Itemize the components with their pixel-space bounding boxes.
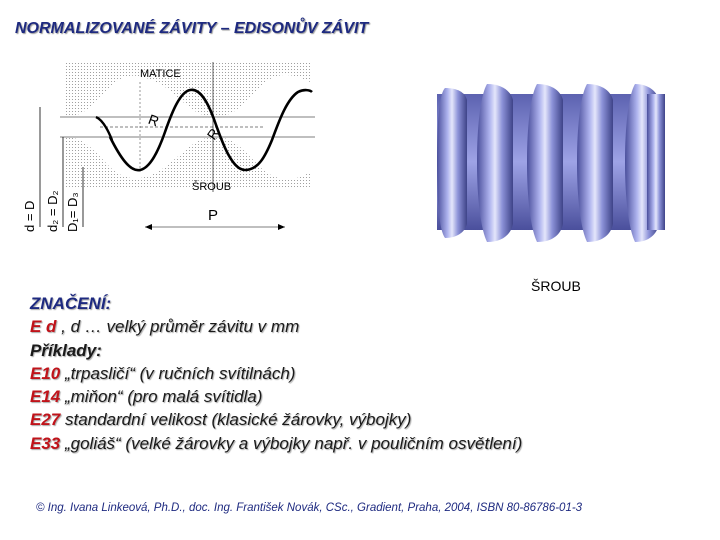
example-code: E33 xyxy=(30,433,61,453)
dim-d1-label: D₁= D₃ xyxy=(65,192,80,232)
screw-image xyxy=(437,80,665,244)
example-text: standardní velikost (klasické žárovky, výbojky) xyxy=(60,410,412,430)
notation-key: E d xyxy=(30,317,57,337)
example-text: „goliáš“ (velké žárovky a výbojky např. v pouličním osvětlení) xyxy=(60,433,523,453)
screw-caption: ŠROUB xyxy=(531,278,581,294)
example-item xyxy=(30,408,522,431)
credit-line: © Ing. Ivana Linkeová, Ph.D., doc. Ing. František Novák, CSc., Gradient, Praha, 2004, ISBN 80-86786-01-3 xyxy=(36,502,583,514)
notation-block xyxy=(30,292,522,455)
nut-label: MATICE xyxy=(140,68,181,80)
notation-heading: ZNAČENÍ: xyxy=(30,294,112,313)
example-text: „miňon“ (pro malá svítidla) xyxy=(60,387,263,407)
pitch-label: P xyxy=(208,207,219,224)
example-text: „trpasličí“ (v ručních svítilnách) xyxy=(60,363,296,383)
dim-d2-label: d₂ = D₂ xyxy=(45,190,60,232)
example-item xyxy=(30,432,522,455)
example-code: E14 xyxy=(30,387,61,407)
notation-line xyxy=(30,315,522,338)
radius-label-left: R xyxy=(146,110,162,130)
example-item xyxy=(30,385,522,408)
examples-heading: Příklady: xyxy=(30,340,102,360)
dim-d-label: d = D xyxy=(22,200,37,232)
notation-text: , d … velký průměr závitu v mm xyxy=(56,317,300,337)
page-title: NORMALIZOVANÉ ZÁVITY – EDISONŮV ZÁVIT xyxy=(15,20,369,37)
thread-profile-diagram xyxy=(20,62,315,237)
example-code: E10 xyxy=(30,363,61,383)
radius-label-right: R xyxy=(203,125,223,143)
example-item xyxy=(30,362,522,385)
example-code: E27 xyxy=(30,410,61,430)
screw-section xyxy=(65,137,310,187)
screw-label: ŠROUB xyxy=(192,181,232,193)
